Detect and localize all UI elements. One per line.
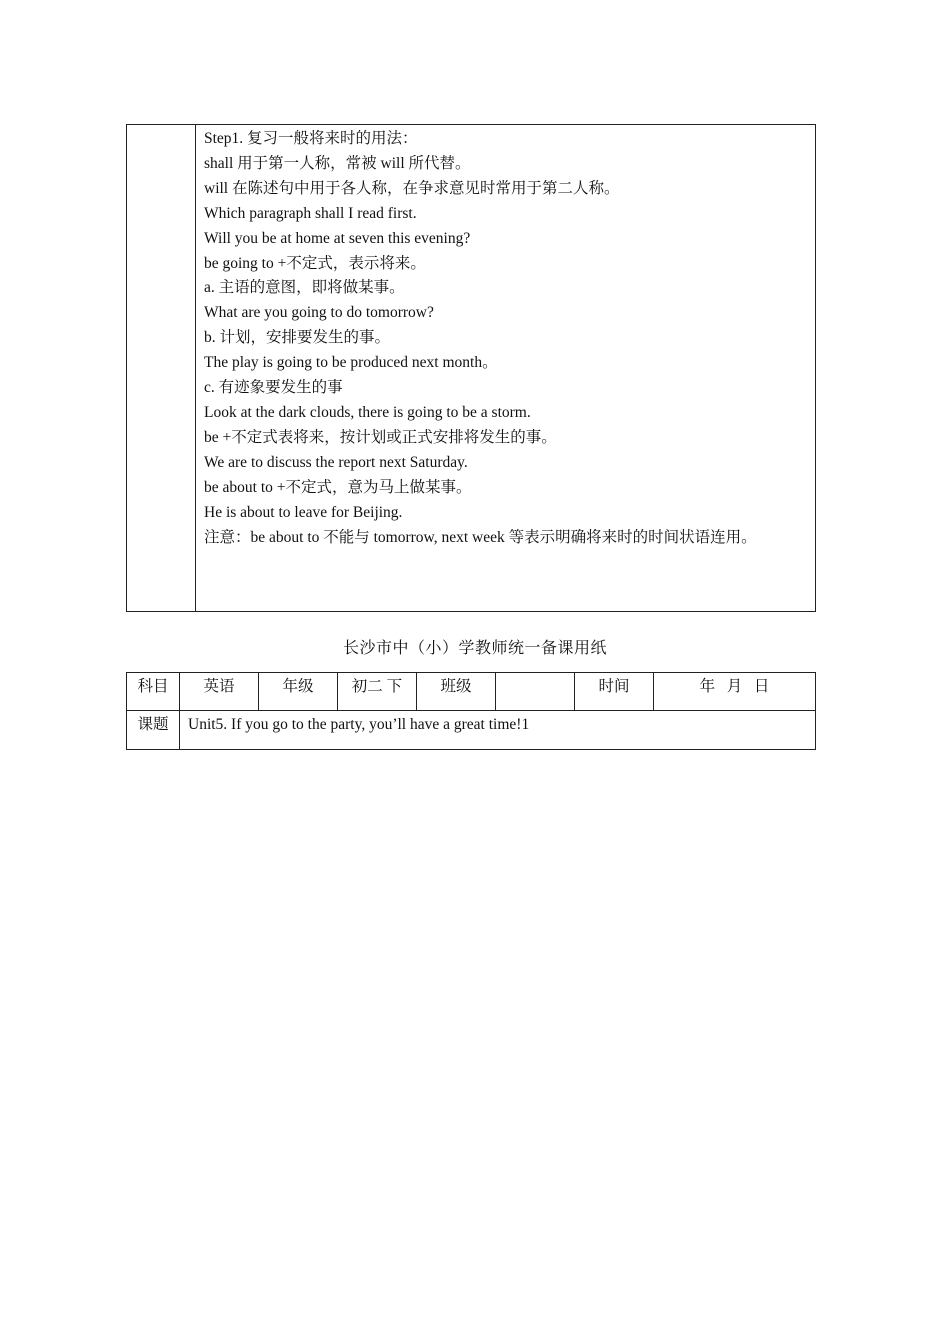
info-topic-row bbox=[127, 711, 815, 749]
notes-line: be going to +不定式，表示将来。 bbox=[204, 254, 426, 272]
notes-left-column bbox=[127, 125, 196, 611]
notes-line: c. 有迹象要发生的事 bbox=[204, 379, 343, 397]
form-caption: 长沙市中（小）学教师统一备课用纸 bbox=[342, 640, 607, 657]
notes-line: Step1. 复习一般将来时的用法： bbox=[204, 130, 418, 147]
notes-line: a. 主语的意图，即将做某事。 bbox=[204, 279, 405, 297]
grade-label: 年级 bbox=[259, 673, 338, 710]
class-label: 班级 bbox=[417, 673, 496, 710]
topic-label: 课题 bbox=[127, 711, 180, 749]
info-header-row bbox=[127, 673, 815, 711]
notes-line: What are you going to do tomorrow? bbox=[204, 304, 434, 322]
lesson-notes-table bbox=[126, 124, 816, 612]
subject-label: 科目 bbox=[127, 673, 180, 710]
notes-body bbox=[204, 127, 809, 550]
time-value: 年 月 日 bbox=[699, 678, 770, 695]
notes-line: We are to discuss the report next Saturday. bbox=[204, 453, 468, 471]
notes-line: shall 用于第一人称，常被 will 所代替。 bbox=[204, 154, 471, 172]
grade-value: 初二 下 bbox=[338, 673, 417, 710]
time-label: 时间 bbox=[575, 673, 654, 710]
notes-line: 注意：be about to 不能与 tomorrow, next week 等表示明确将来时的时间状语连用。 bbox=[204, 528, 757, 546]
notes-line: will 在陈述句中用于各人称，在争求意见时常用于第二人称。 bbox=[204, 179, 620, 197]
topic-value: Unit5. If you go to the party, you’ll have a great time!1 bbox=[188, 716, 530, 733]
notes-line: b. 计划，安排要发生的事。 bbox=[204, 329, 391, 347]
lesson-info-table bbox=[126, 672, 816, 750]
notes-line: The play is going to be produced next month。 bbox=[204, 354, 498, 372]
notes-line: He is about to leave for Beijing. bbox=[204, 503, 403, 521]
notes-line: be +不定式表将来，按计划或正式安排将发生的事。 bbox=[204, 428, 557, 446]
notes-line: be about to +不定式，意为马上做某事。 bbox=[204, 478, 472, 496]
notes-line: Look at the dark clouds, there is going to be a storm. bbox=[204, 403, 531, 421]
class-value bbox=[496, 673, 575, 710]
subject-value: 英语 bbox=[180, 673, 259, 710]
notes-line: Will you be at home at seven this evening? bbox=[204, 229, 471, 247]
notes-line: Which paragraph shall I read first. bbox=[204, 204, 417, 222]
